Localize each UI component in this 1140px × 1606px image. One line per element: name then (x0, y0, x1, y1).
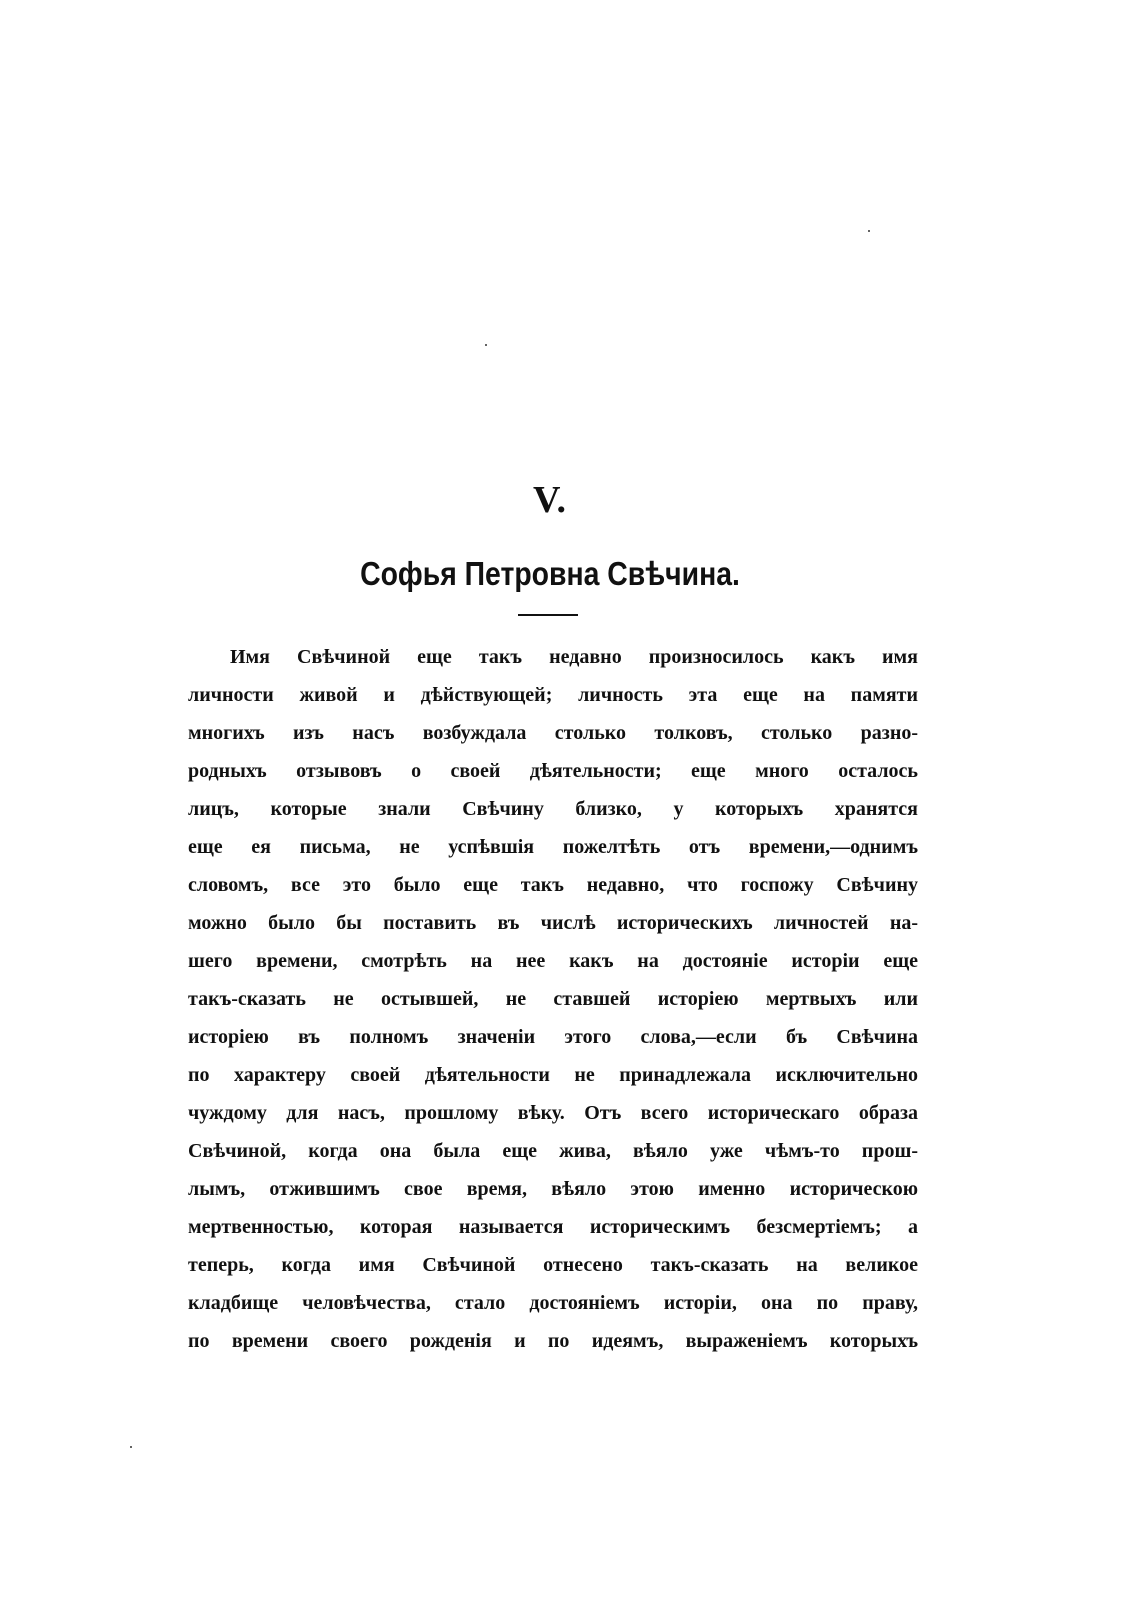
text-line: словомъ, все это было еще такъ недавно, что госпожу Свѣчину (188, 874, 918, 896)
text-line: по времени своего рожденія и по идеямъ, выраженіемъ которыхъ (188, 1330, 918, 1352)
text-line: лымъ, отжившимъ свое время, вѣяло этою именно историческою (188, 1178, 918, 1200)
chapter-title: Софья Петровна Свѣчина. (360, 555, 740, 592)
text-line: Имя Свѣчиной еще такъ недавно произносилось какъ имя (230, 646, 918, 668)
text-line: чуждому для насъ, прошлому вѣку. Отъ всего историческаго образа (188, 1102, 918, 1124)
text-line: родныхъ отзывовъ о своей дѣятельности; еще много осталось (188, 760, 918, 782)
text-line: такъ-сказать не остывшей, не ставшей исторіею мертвыхъ или (188, 988, 918, 1010)
text-line: лицъ, которые знали Свѣчину близко, у которыхъ хранятся (188, 798, 918, 820)
chapter-number: V. (532, 479, 568, 521)
text-line: кладбище человѣчества, стало достояніемъ исторіи, она по праву, (188, 1292, 918, 1314)
scan-speck (868, 230, 870, 232)
text-line: исторіею въ полномъ значеніи этого слова,—если бъ Свѣчина (188, 1026, 918, 1048)
text-line: личности живой и дѣйствующей; личность эта еще на памяти (188, 684, 918, 706)
text-line: многихъ изъ насъ возбуждала столько толковъ, столько разно- (188, 722, 918, 744)
title-rule (518, 614, 578, 616)
text-line: шего времени, смотрѣть на нее какъ на достояніе исторіи еще (188, 950, 918, 972)
text-line: теперь, когда имя Свѣчиной отнесено такъ-сказать на великое (188, 1254, 918, 1276)
text-line: по характеру своей дѣятельности не принадлежала исключительно (188, 1064, 918, 1086)
text-line: Свѣчиной, когда она была еще жива, вѣяло уже чѣмъ-то прош- (188, 1140, 918, 1162)
scan-speck (485, 344, 487, 346)
text-line: мертвенностью, которая называется историческимъ безсмертіемъ; а (188, 1216, 918, 1238)
body-paragraph (188, 638, 918, 1360)
scan-speck (130, 1446, 132, 1448)
text-line: можно было бы поставить въ числѣ историческихъ личностей на- (188, 912, 918, 934)
text-line: еще ея письма, не успѣвшія пожелтѣть отъ времени,—однимъ (188, 836, 918, 858)
